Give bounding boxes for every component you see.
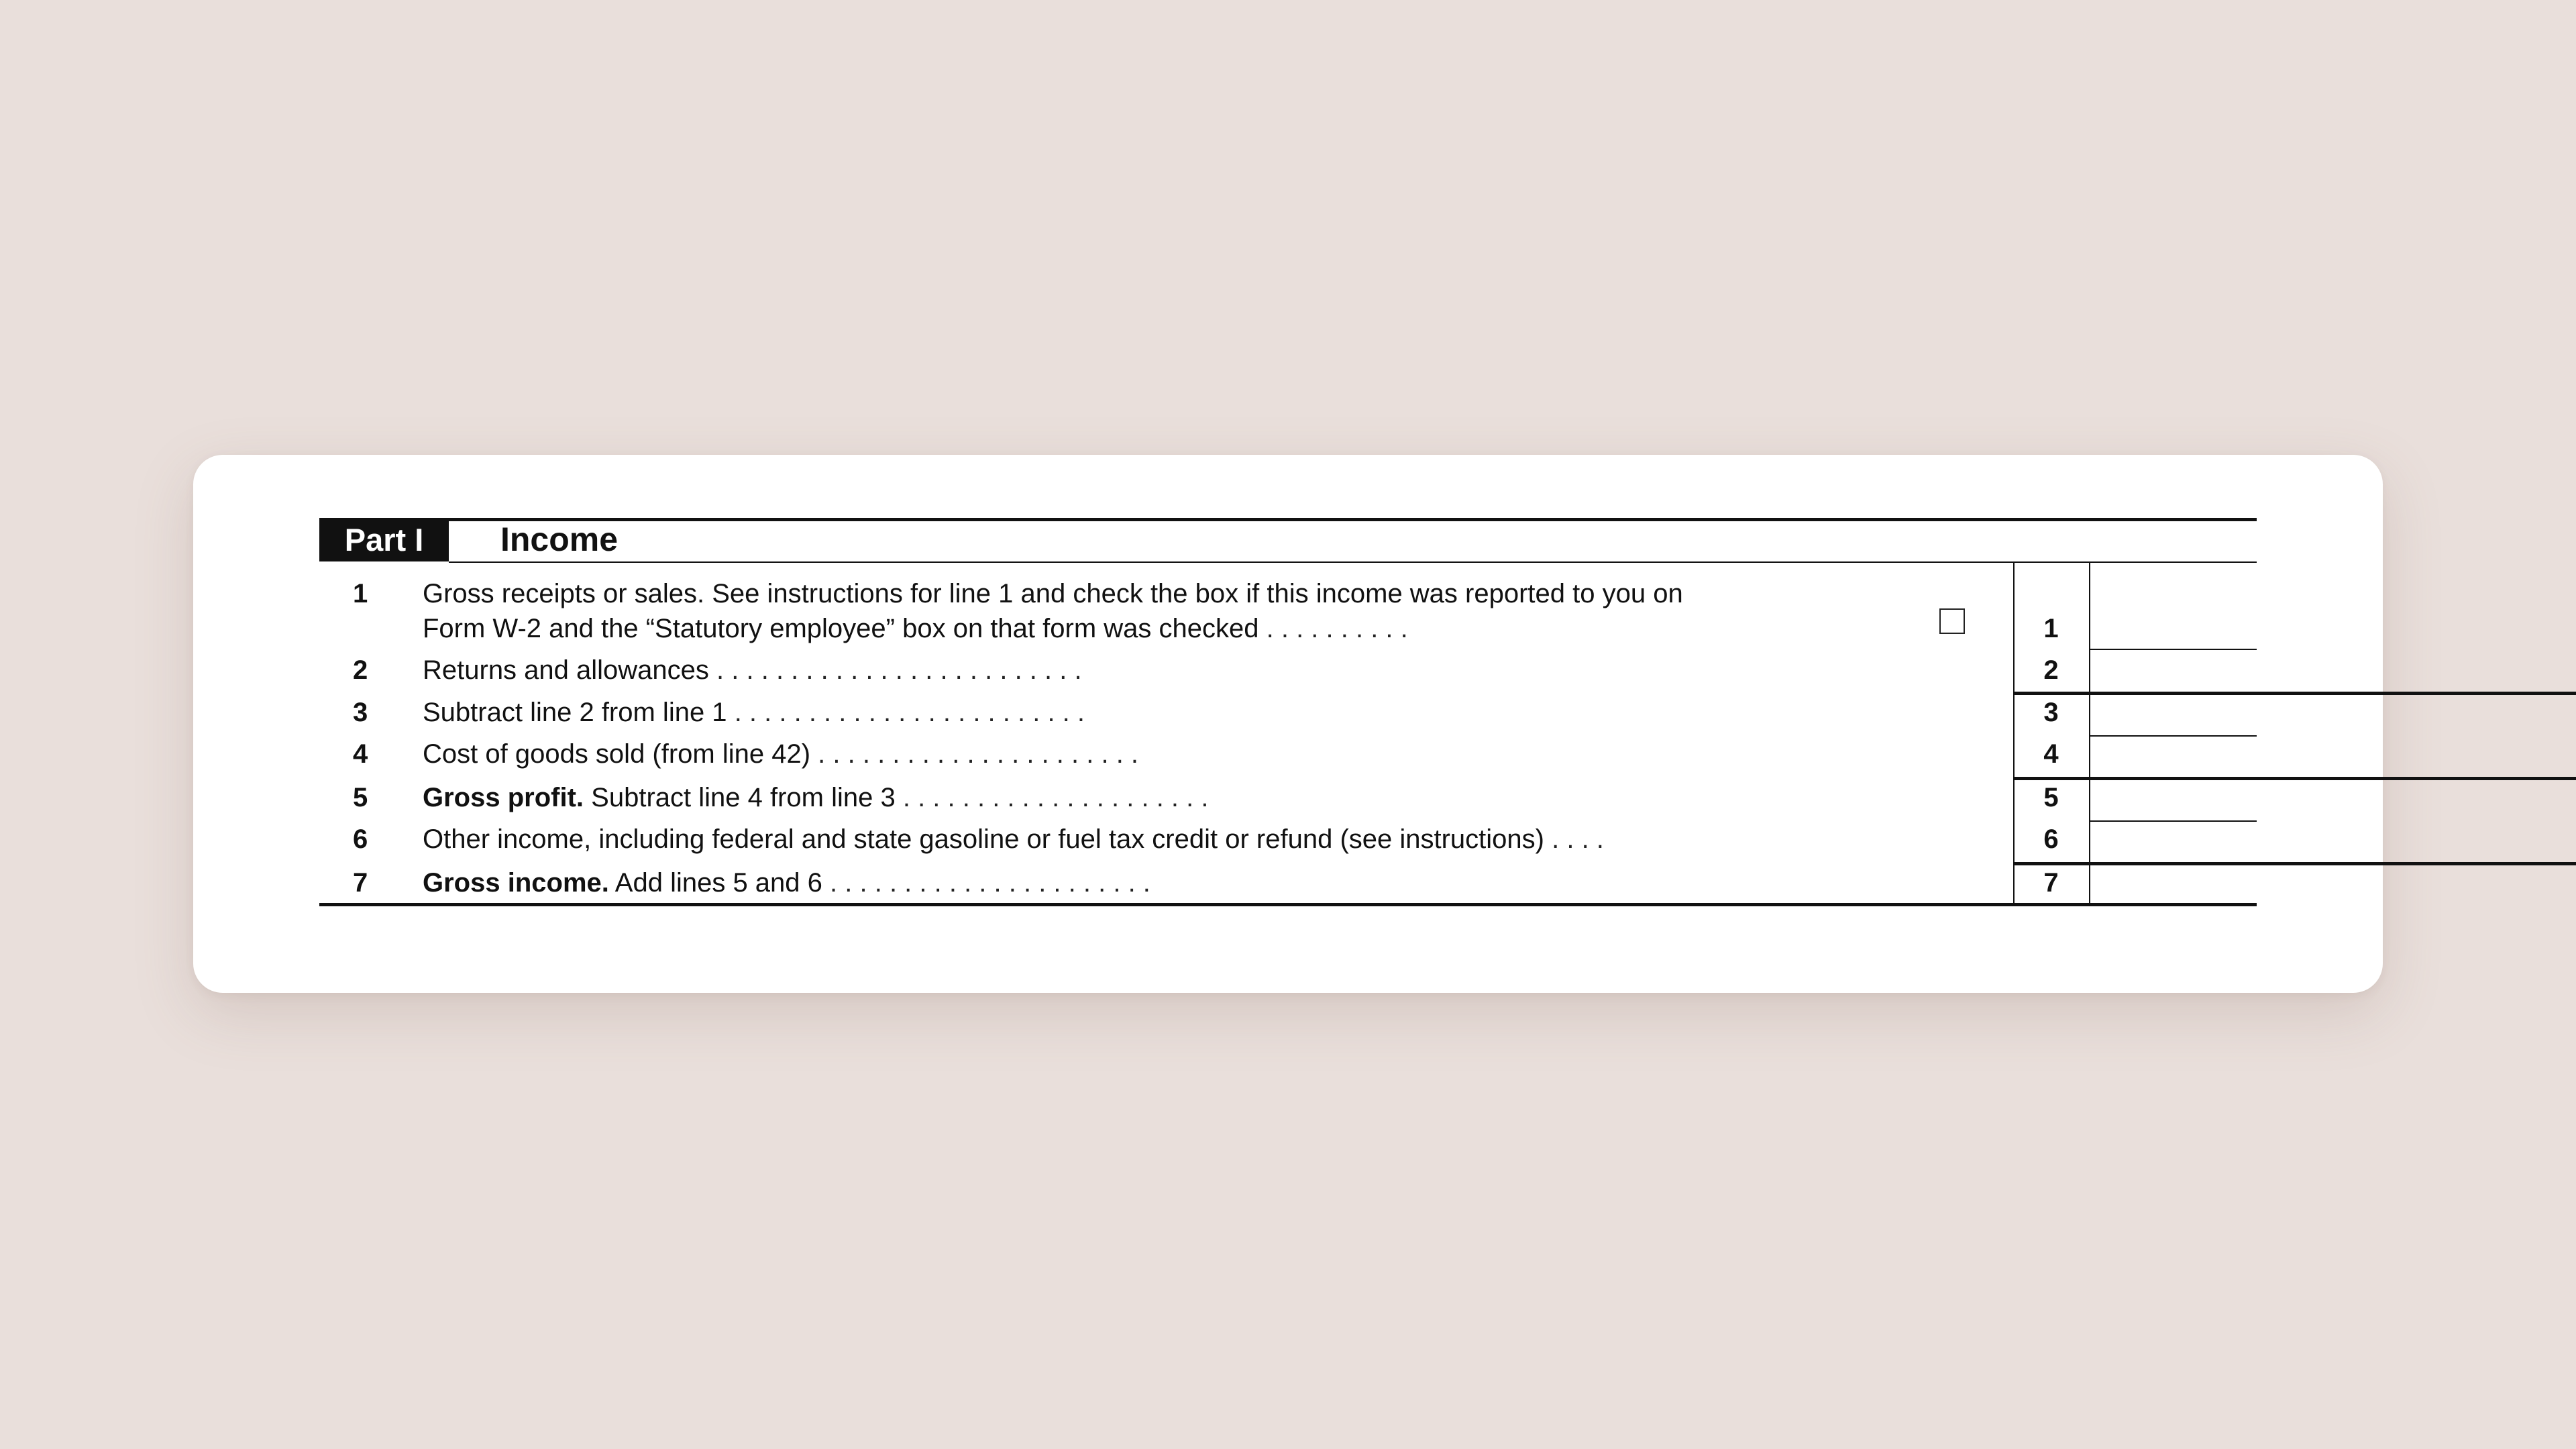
- line-3-text: Subtract line 2 from line 1: [423, 698, 727, 727]
- box-number: 3: [2043, 698, 2059, 727]
- line-7-text: Add lines 5 and 6: [614, 868, 822, 898]
- dot-leader: . . . . . . . . . . . . . . . . . . . . . .: [830, 868, 1150, 898]
- line-3-row: [319, 695, 2257, 735]
- line-number: 5: [353, 783, 368, 812]
- form-card: [193, 455, 2383, 993]
- dot-leader: . . . . . . . . . . . . . . . . . . . . . . . . .: [716, 655, 1082, 685]
- line-number: 7: [353, 868, 368, 898]
- line-number: 6: [353, 824, 368, 854]
- line-1-row: [319, 563, 2257, 649]
- part-title: Income: [500, 521, 619, 558]
- line-5-text: Subtract line 4 from line 3: [591, 783, 896, 812]
- line-6-row: [319, 822, 2257, 863]
- line-5-bold-label: Gross profit.: [423, 783, 584, 812]
- line-7-amount-field[interactable]: [2090, 865, 2257, 903]
- dot-leader: . . . . . . . . . . . . . . . . . . . . .: [902, 783, 1209, 812]
- box-number: 5: [2043, 783, 2059, 812]
- box-number: 1: [2043, 614, 2059, 643]
- line-7-description: [423, 865, 2012, 900]
- line-5-row: [319, 780, 2257, 820]
- bottom-rule: [319, 903, 2257, 906]
- statutory-employee-checkbox[interactable]: [1939, 608, 1965, 634]
- dot-leader: . . . . . . . . . .: [1266, 614, 1408, 643]
- line-3-amount-field[interactable]: [2090, 695, 2257, 735]
- line-2-row: [319, 650, 2257, 693]
- box-number: 2: [2043, 655, 2059, 685]
- line-6-text: Other income, including federal and state gasoline or fuel tax credit or refund (see instructions): [423, 824, 1544, 854]
- line-7-bold-label: Gross income.: [423, 868, 609, 898]
- dot-leader: . . . . . . . . . . . . . . . . . . . . . .: [818, 739, 1139, 769]
- line-7-row: [319, 865, 2257, 903]
- line-4-row: [319, 737, 2257, 778]
- box-number: 6: [2043, 824, 2059, 854]
- line-2-amount-field[interactable]: [2090, 650, 2257, 693]
- line-6-amount-field[interactable]: [2090, 822, 2257, 863]
- line-2-text: Returns and allowances: [423, 655, 709, 685]
- line-number: 1: [353, 579, 368, 608]
- line-4-text: Cost of goods sold (from line 42): [423, 739, 811, 769]
- line-1-description-1: Gross receipts or sales. See instructions for line 1 and check the box if this income was reported to you on: [423, 579, 1683, 608]
- line-number: 2: [353, 655, 368, 685]
- line-5-amount-field[interactable]: [2090, 780, 2257, 820]
- line-1-description-2-text: Form W-2 and the “Statutory employee” box on that form was checked: [423, 614, 1259, 643]
- line-1-description-2: [423, 611, 1925, 646]
- dot-leader: . . . . . . . . . . . . . . . . . . . . . . . .: [734, 698, 1085, 727]
- part-label: Part I: [319, 518, 449, 561]
- line-3-description: [423, 695, 2012, 730]
- line-4-description: [423, 737, 2012, 771]
- schedule-c-part-i: [319, 518, 2257, 910]
- line-4-amount-field[interactable]: [2090, 737, 2257, 778]
- line-number: 3: [353, 698, 368, 727]
- box-number: 7: [2043, 868, 2059, 898]
- line-1-amount-field[interactable]: [2090, 563, 2257, 649]
- line-2-description: [423, 653, 2012, 688]
- line-5-description: [423, 780, 2012, 815]
- line-number: 4: [353, 739, 368, 769]
- line-6-description: [423, 822, 2012, 857]
- dot-leader: . . . .: [1552, 824, 1604, 854]
- box-number: 4: [2043, 739, 2059, 769]
